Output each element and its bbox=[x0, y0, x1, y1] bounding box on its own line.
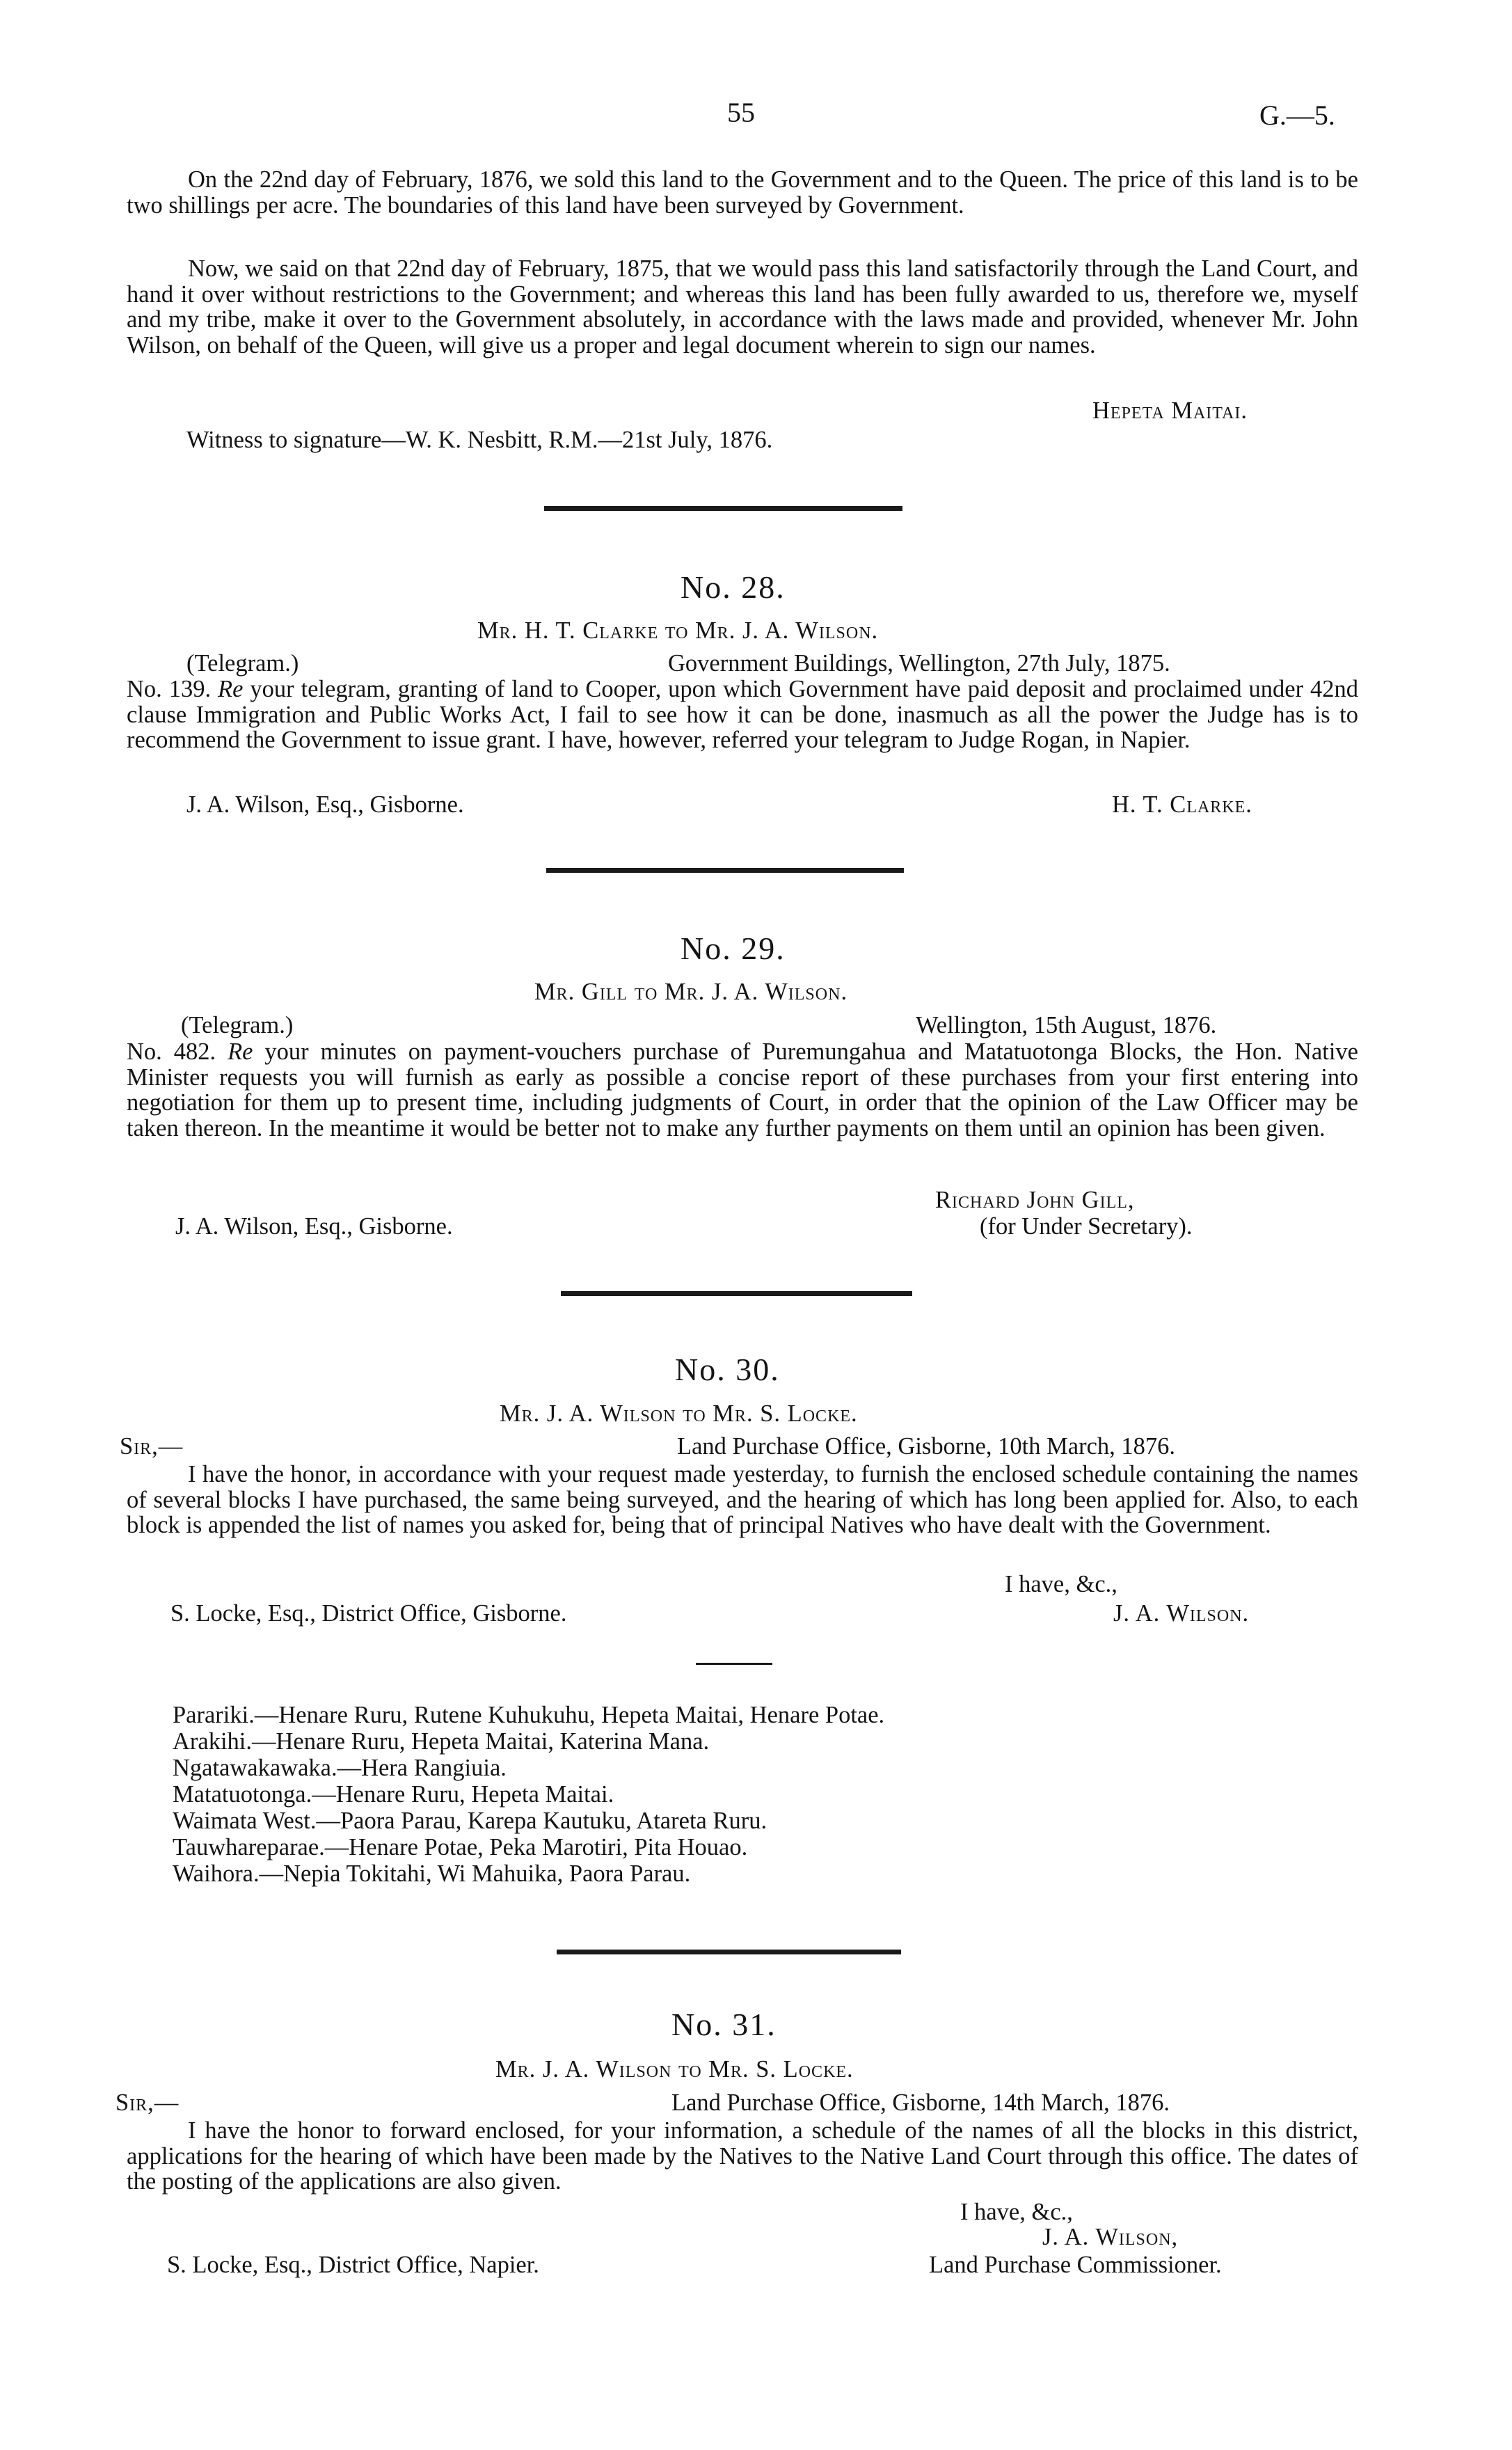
addressee-31: S. Locke, Esq., District Office, Napier. bbox=[167, 2252, 539, 2278]
page-number: 55 bbox=[727, 97, 755, 128]
section-title-28: No. 28. bbox=[681, 569, 786, 605]
list-item: Waihora.—Nepia Tokitahi, Wi Mahuika, Paora Parau. bbox=[173, 1860, 691, 1887]
signature-31: J. A. Wilson, bbox=[1042, 2224, 1179, 2250]
re-28: Re bbox=[218, 676, 244, 702]
document-reference: G.—5. bbox=[1259, 100, 1335, 131]
list-item: Tauwhareparae.—Henare Potae, Peka Marotiri, Pita Houao. bbox=[173, 1834, 748, 1860]
list-item: Parariki.—Henare Ruru, Rutene Kuhukuhu, Hepeta Maitai, Henare Potae. bbox=[173, 1702, 885, 1728]
signature-note-29: (for Under Secretary). bbox=[980, 1213, 1193, 1240]
addressee-30: S. Locke, Esq., District Office, Gisborne. bbox=[170, 1600, 567, 1627]
section-divider bbox=[546, 868, 904, 873]
intro-paragraph-2: Now, we said on that 22nd day of February, 1875, that we would pass this land satisfactorily through the Land Court, and hand it over without restrictions to the Government; and whereas this land has been fully awarded to us, therefore we, myself and my tribe, make it over to the Government absolutely, in accordance with the laws made and provided, whenever Mr. John Wilson, on behalf of the Queen, will give us a proper and legal document wherein to sign our names. bbox=[127, 255, 1358, 358]
list-item: Arakihi.—Henare Ruru, Hepeta Maitai, Katerina Mana. bbox=[173, 1728, 710, 1755]
section-title-29: No. 29. bbox=[681, 931, 786, 966]
salutation-31: Sir,— bbox=[116, 2089, 180, 2116]
body-31: I have the honor to forward enclosed, for your information, a schedule of the names of all the blocks in this district, applications for the hearing of which have been made by the Natives to the Native Land Court through this office. The dates of the posting of the applications are also given. bbox=[127, 2117, 1358, 2195]
signature-29: Richard John Gill, bbox=[935, 1187, 1135, 1213]
body-30: I have the honor, in accordance with your request made yesterday, to furnish the enclosed schedule containing the names of several blocks I have purchased, the same being surveyed, and the hearing of which has long been applied for. Also, to each block is appended the list of names you asked for, being that of principal Natives who have dealt with the Government. bbox=[127, 1461, 1358, 1538]
body-29 bbox=[127, 1039, 1358, 1141]
section-divider bbox=[557, 1950, 901, 1954]
enclosure-divider bbox=[696, 1663, 772, 1665]
addressee-29: J. A. Wilson, Esq., Gisborne. bbox=[175, 1213, 453, 1240]
place-date-30: Land Purchase Office, Gisborne, 10th March, 1876. bbox=[677, 1433, 1176, 1460]
section-title-30: No. 30. bbox=[675, 1352, 780, 1387]
signature-title-31: Land Purchase Commissioner. bbox=[929, 2252, 1222, 2278]
signature-30: J. A. Wilson. bbox=[1113, 1600, 1250, 1627]
ref-28: No. 139. bbox=[127, 676, 212, 702]
telegram-label-29: (Telegram.) bbox=[181, 1012, 294, 1038]
section-subtitle-31: Mr. J. A. Wilson to Mr. S. Locke. bbox=[495, 2056, 854, 2082]
place-date-29: Wellington, 15th August, 1876. bbox=[916, 1012, 1217, 1038]
block-schedule-list bbox=[173, 1702, 884, 1887]
telegram-label-28: (Telegram.) bbox=[186, 650, 299, 677]
section-divider bbox=[561, 1291, 912, 1296]
intro-paragraph-1: On the 22nd day of February, 1876, we sold this land to the Government and to the Queen. The price of this land is to be two shillings per acre. The boundaries of this land have been surveyed by Government. bbox=[127, 166, 1358, 219]
intro-signature: Hepeta Maitai. bbox=[1092, 397, 1248, 424]
place-date-31: Land Purchase Office, Gisborne, 14th March, 1876. bbox=[671, 2089, 1170, 2116]
section-subtitle-28: Mr. H. T. Clarke to Mr. J. A. Wilson. bbox=[477, 617, 879, 644]
section-subtitle-30: Mr. J. A. Wilson to Mr. S. Locke. bbox=[500, 1400, 858, 1427]
body-text-28: your telegram, granting of land to Cooper, upon which Government have paid deposit and proclaimed under 42nd clause Immigration and Public Works Act, I fail to see how it can be done, inasmuch as all the power the Judge has is to recommend the Government to issue grant. I have, however, referred your telegram to Judge Rogan, in Napier. bbox=[127, 676, 1359, 753]
salutation-30: Sir,— bbox=[120, 1433, 184, 1460]
list-item: Matatuotonga.—Henare Ruru, Hepeta Maitai. bbox=[173, 1781, 614, 1808]
section-divider bbox=[544, 506, 902, 511]
place-date-28: Government Buildings, Wellington, 27th July, 1875. bbox=[668, 650, 1170, 677]
re-29: Re bbox=[228, 1038, 253, 1065]
section-subtitle-29: Mr. Gill to Mr. J. A. Wilson. bbox=[534, 979, 848, 1005]
list-item: Waimata West.—Paora Parau, Karepa Kautuku, Atareta Ruru. bbox=[173, 1808, 767, 1834]
signature-28: H. T. Clarke. bbox=[1112, 791, 1252, 818]
closing-31: I have, &c., bbox=[960, 2199, 1073, 2225]
intro-witness: Witness to signature—W. K. Nesbitt, R.M.—21st July, 1876. bbox=[186, 427, 773, 453]
closing-30: I have, &c., bbox=[1005, 1571, 1117, 1597]
list-item: Ngatawakawaka.—Hera Rangiuia. bbox=[173, 1755, 507, 1781]
addressee-28: J. A. Wilson, Esq., Gisborne. bbox=[186, 791, 464, 818]
ref-29: No. 482. bbox=[127, 1038, 216, 1065]
section-title-31: No. 31. bbox=[671, 2007, 777, 2042]
body-text-29: your minutes on payment-vouchers purchase of Puremungahua and Matatuotonga Blocks, the Hon. Native Minister requests you will furnish as early as possible a concise report of these purchases from your first entering into negotiation for them up to present time, including judgments of Court, in order that the opinion of the Law Officer may be taken thereon. In the meantime it would be better not to make any further payments on them until an opinion has been given. bbox=[127, 1038, 1358, 1141]
body-28 bbox=[127, 677, 1358, 753]
